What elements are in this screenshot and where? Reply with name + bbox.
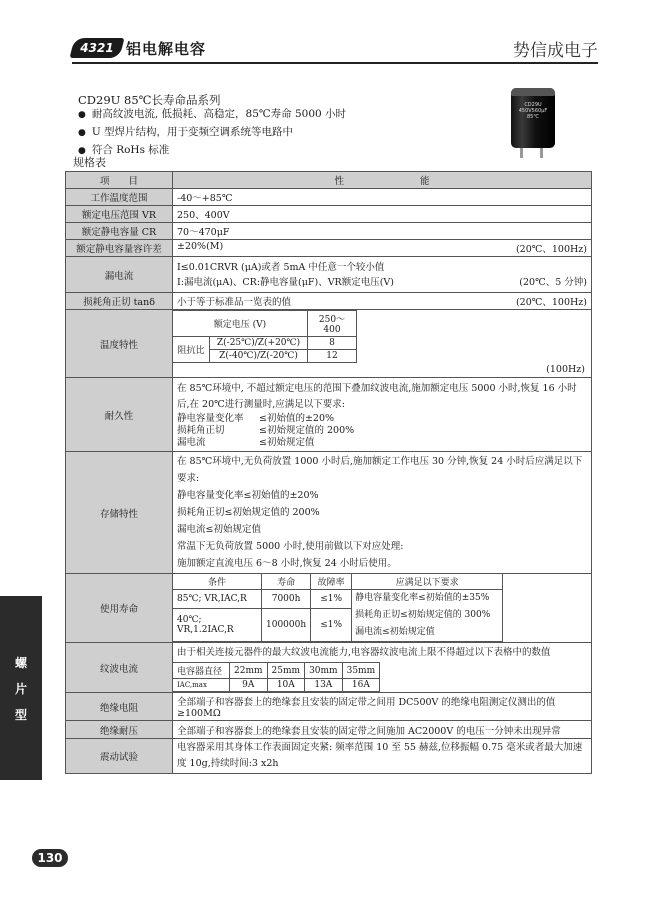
condition: (20℃、100Hz) (515, 297, 587, 308)
ripple-table: 电容器直径 22mm 25mm 30mm 35mm IAC,max 9A 10A 13A 16A (172, 662, 380, 692)
capacitor-lead (540, 148, 543, 158)
header-item: 项 目 (66, 172, 173, 189)
brand-logo: 4321 (70, 38, 125, 58)
spec-row (66, 721, 592, 739)
row-value: 小于等于标准品一览表的值 (20℃、100Hz) (173, 293, 592, 310)
spec-header-row (66, 172, 592, 189)
spec-table (65, 171, 592, 774)
row-value: 70～470μF (173, 223, 592, 240)
feature-list (78, 106, 346, 160)
row-value: I≤0.01CRVR (μA)或者 5mA 中任意一个较小值 I:漏电流(μA)、CR:静电容量(μF)、VR额定电压(V) (20℃、5 分钟) (173, 257, 592, 293)
freq-note: (100Hz) (546, 363, 585, 375)
row-value (173, 574, 592, 643)
page-number: 130 (32, 849, 68, 867)
capacitor-photo (511, 88, 555, 148)
capacitor-top (511, 88, 555, 96)
spec-row (66, 452, 592, 574)
feature-item: ● U 型焊片结构，用于变频空调系统等电路中 (78, 124, 346, 142)
condition: (20℃、100Hz) (515, 244, 587, 255)
page-header (72, 36, 598, 64)
capacitor-lead (520, 148, 523, 158)
row-label: 绝缘耐压 (66, 721, 173, 739)
row-value (173, 310, 592, 378)
spec-row (66, 378, 592, 452)
company-name: 势信成电子 (513, 41, 598, 61)
row-label: 漏电流 (66, 257, 173, 293)
row-label: 震动试验 (66, 739, 173, 774)
feature-item: ● 耐高纹波电流, 低损耗、高稳定，85℃寿命 5000 小时 (78, 106, 346, 124)
spec-row (66, 240, 592, 257)
row-label: 额定静电容量容许差 (66, 240, 173, 257)
row-label: 存储特性 (66, 452, 173, 574)
row-value: 电容器采用其身体工作表面固定夹紧: 频率范围 10 至 55 赫兹,位移振幅 0.75 毫米或者最大加速度 10g,持续时间:3 x2h (173, 739, 592, 774)
row-value: 250、400V (173, 206, 592, 223)
spec-row (66, 310, 592, 378)
spec-title: 规格表 (73, 156, 106, 169)
series-title: CD29U 85℃长寿命品系列 (78, 93, 221, 107)
row-label: 损耗角正切 tanδ (66, 293, 173, 310)
row-value: 在 85℃环境中, 不超过额定电压的范围下叠加纹波电流,施加额定电压 5000 小时,恢复 16 小时后,在 20℃进行测量时,应满足以下要求: 静电容量变化率 ≤初始值的±20% 损耗角正切 ≤初始规定值的 200% 漏电流 ≤初始规定值 (173, 378, 592, 452)
spec-row (66, 223, 592, 240)
brand-title: 铝电解电容 (126, 40, 207, 58)
row-label: 使用寿命 (66, 574, 173, 643)
row-value: 全部端子和容器套上的绝缘套且安装的固定带之间用 DC500V 的绝缘电阻测定仪测出的值≥100MΩ (173, 693, 592, 721)
row-label: 绝缘电阻 (66, 693, 173, 721)
spec-row (66, 574, 592, 643)
spec-row (66, 739, 592, 774)
header-performance: 性 能 (173, 172, 592, 189)
feature-item: ● 符合 RoHs 标准 (78, 142, 346, 160)
row-value: 由于相关连接元器件的最大纹波电流能力,电容器纹波电流上限不得超过以下表格中的数值 电容器直径 22mm 25mm 30mm 35mm IAC,max 9A 10A 13A 16A (173, 643, 592, 693)
row-label: 工作温度范围 (66, 189, 173, 206)
spec-row (66, 293, 592, 310)
row-label: 纹波电流 (66, 643, 173, 693)
side-tab: 螺 片 型 (0, 596, 42, 780)
row-label: 温度特性 (66, 310, 173, 378)
row-value: ±20%(M) (20℃、100Hz) (173, 240, 592, 257)
life-table: 条件 寿命 故障率 应满足以下要求 85℃; VR,IAC,R 7000h ≤1% 静电容量变化率≤初始值的±35% 损耗角正切≤初始规定值的 300% 漏电流≤初始规定值 40℃; VR,1.2IAC,R 100000h ≤1% (172, 573, 503, 642)
row-label: 额定静电容量 CR (66, 223, 173, 240)
spec-row (66, 189, 592, 206)
header-rule (72, 62, 598, 64)
row-value: 在 85℃环境中,无负荷放置 1000 小时后,施加额定工作电压 30 分钟,恢复 24 小时后应满足以下要求: 静电容量变化率≤初始值的±20% 损耗角正切≤初始规定值的 200% 漏电流≤初始规定值 常温下无负荷放置 5000 小时,使用前做以下对应处理: 施加额定直流电压 6～8 小时,恢复 24 小时后使用。 (173, 452, 592, 574)
row-label: 额定电压范围 VR (66, 206, 173, 223)
spec-row (66, 206, 592, 223)
row-value: 全部端子和容器套上的绝缘套且安装的固定带之间施加 AC2000V 的电压一分钟未出现异常 (173, 721, 592, 739)
spec-row (66, 693, 592, 721)
row-value: -40～+85℃ (173, 189, 592, 206)
temp-char-table: 额定电压 (V) 250～400 阻抗比 Z(-25℃)/Z(+20℃) 8 Z(-40℃)/Z(-20℃) 12 (172, 310, 357, 363)
row-label: 耐久性 (66, 378, 173, 452)
condition: (20℃、5 分钟) (519, 276, 587, 288)
spec-row (66, 643, 592, 693)
capacitor-label: CD29U 450V560μF 85℃ (518, 102, 548, 120)
spec-row (66, 257, 592, 293)
